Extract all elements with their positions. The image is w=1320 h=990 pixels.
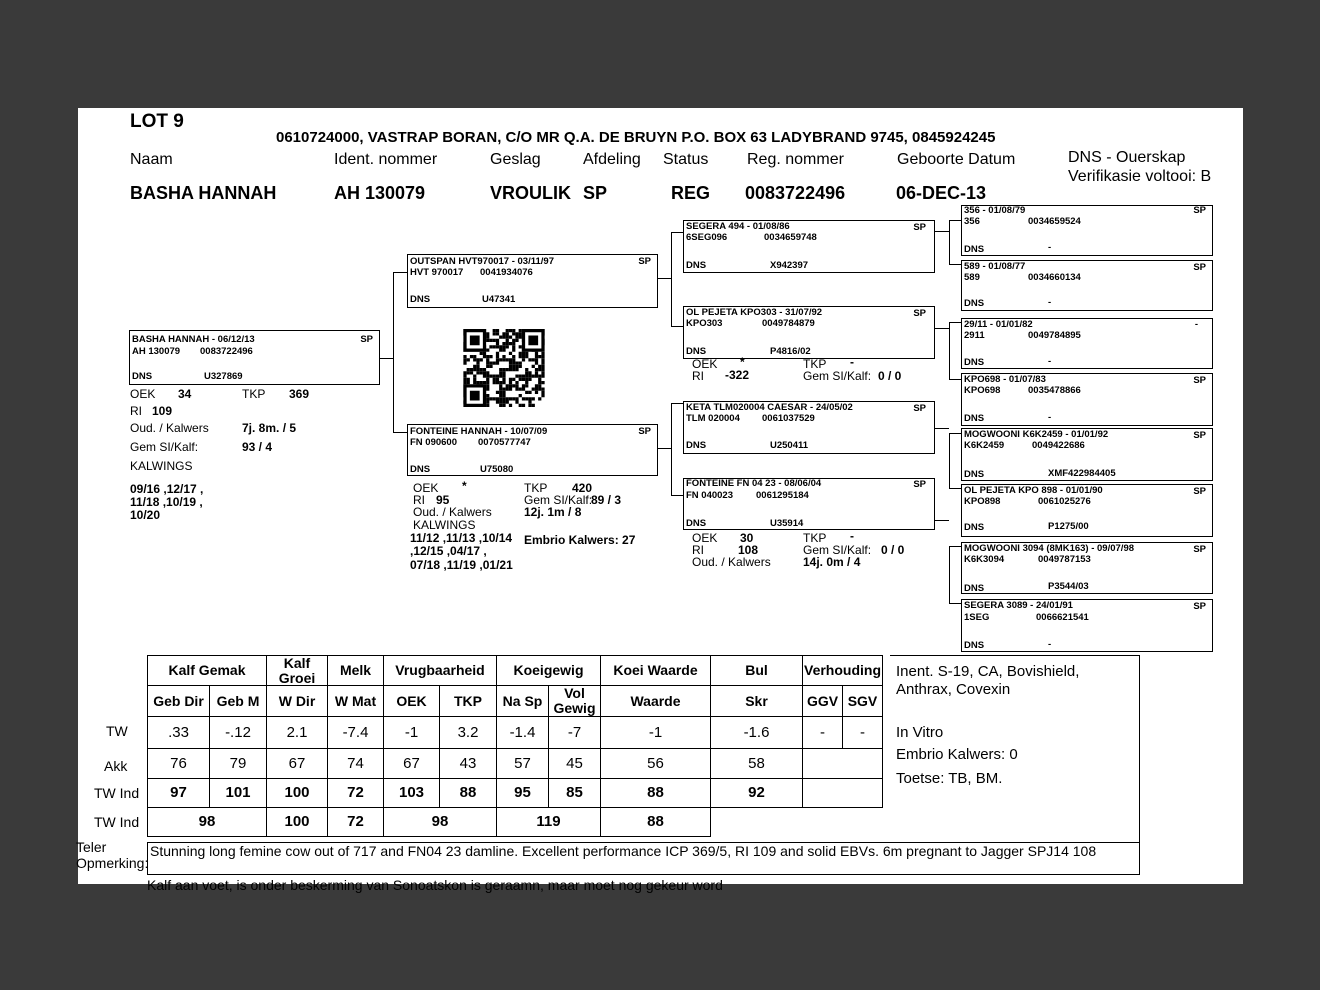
ebv-twind-row: 97 101 100 72 103 88 95 85 88 92 (148, 778, 883, 807)
subject-box: BASHA HANNAH - 06/12/13 SP AH 130079 0083722496 DNS U327869 (129, 330, 380, 385)
ebv-sub-row: Geb Dir Geb M W Dir W Mat OEK TKP Na Sp Vol Gewig Waarde Skr GGV SGV (148, 686, 883, 716)
ggp-box-6: OL PEJETA KPO 898 - 01/01/90 SP KPO898 0061025276 DNS P1275/00 (961, 484, 1213, 537)
ggp-box-8: SEGERA 3089 - 24/01/91 SP 1SEG 0066621541 DNS - (961, 599, 1213, 652)
owner-line: 0610724000, VASTRAP BORAN, C/O MR Q.A. DE BRUYN P.O. BOX 63 LADYBRAND 9745, 0845924245 (276, 129, 996, 146)
ebv-tw-row: .33 -.12 2.1 -7.4 -1 3.2 -1.4 -7 -1 -1.6 - - (148, 716, 883, 748)
row-label-twind: TW Ind (94, 785, 140, 801)
grandparent-box-4: FONTEINE FN 04 23 - 08/06/04 SP FN 040023 0061295184 DNS U35914 (683, 478, 935, 530)
header-reg: Reg. nommer (747, 151, 844, 168)
ggp-box-7: MOGWOONI 3094 (8MK163) - 09/07/98 SP K6K3094 0049787153 DNS P3544/03 (961, 542, 1213, 594)
header-verifikasie: Verifikasie voltooi: B (1068, 168, 1212, 185)
grandparent-box-1: SEGERA 494 - 01/08/86 SP 6SEG096 0034659748 DNS X942397 (683, 220, 935, 273)
remark-cut-line: Kalf aan voet, is onder beskerming van Sonoatskon is geraamn, maar moet nog gekeur word (147, 877, 723, 893)
dam-box: FONTEINE HANNAH - 10/07/09 SP FN 090600 0070577747 DNS U75080 (407, 424, 658, 476)
animal-ident: AH 130079 (334, 183, 426, 203)
sire-box: OUTSPAN HVT970017 - 03/11/97 SP HVT 970017 0041934076 DNS U47341 (407, 254, 658, 308)
header-naam: Naam (130, 151, 173, 168)
animal-name: BASHA HANNAH (130, 183, 277, 203)
qr-code (463, 329, 545, 407)
ggp-box-5: MOGWOONI K6K2459 - 01/01/92 SP K6K2459 0049422686 DNS XMF422984405 (961, 428, 1213, 481)
animal-sex: VROULIK (490, 183, 571, 203)
row-label-akk: Akk (104, 758, 128, 774)
header-geslag: Geslag (490, 151, 541, 168)
remark-box: Stunning long femine cow out of 717 and FN04 23 damline. Excellent performance ICP 369/5, RI 109 and solid EBVs. 6m pregnant to Jagger SPJ14 108 (147, 842, 1140, 875)
grandparent-box-2: OL PEJETA KPO303 - 31/07/92 SP KPO303 0049784879 DNS P4816/02 (683, 306, 935, 359)
header-ident: Ident. nommer (334, 151, 438, 168)
grandparent-box-3: KETA TLM020004 CAESAR - 24/05/02 SP TLM 020004 0061037529 DNS U250411 (683, 401, 935, 454)
ebv-table (147, 655, 883, 837)
ebv-akk-row: 76 79 67 74 67 43 57 45 56 58 (148, 748, 883, 778)
row-label-twind-2: TW Ind (94, 814, 140, 830)
pedigree-sheet: LOT 9 0610724000, VASTRAP BORAN, C/O MR Q.A. DE BRUYN P.O. BOX 63 LADYBRAND 9745, 0845924245 Naam Ident. nommer Geslag Afdeling Status Reg. nommer Geboorte Datum DNS - Ouerskap Verifikasie voltooi: B BASHA HANNAH AH 130079 VROULIK SP REG 0083722496 06-DEC-13 BASHA HANNAH - 06/12/13 SP AH 130079 0083722496 DNS U327869 OEK 34 TKP 369 RI 109 Oud. / Kalwers 7j. 8m. / 5 Gem SI/Kalf: 93 / 4 KALWINGS 09/16 ,12/17 , 11/18 ,10/19 , 10/20 OUTSPAN HVT970017 - 03/11/97 SP HVT 970017 0041934076 DNS U47341 FONTEINE HANNAH - 10/07/09 SP FN 090600 0070577747 DNS U75080 OEK * TKP 420 RI 95 Gem SI/Kalf: 89 / 3 Oud. / Kalwers 12j. 1m / 8 KALWINGS 11/12 ,11/13 ,10/14 ,12/15 ,04/17 , 07/18 ,11/19 ,01/21 Embrio Kalwers: 27 SEGERA 494 - 01/08/86 SP 6SEG096 0034659748 DNS X942397 OL PEJETA KPO303 - 31/07/92 SP KPO303 0049784879 DNS P4816/02 OEK * TKP - RI -322 Gem SI/Kalf: 0 / 0 KETA TLM020004 CAESAR - 24/05/02 SP TLM 020004 0061037529 DNS U250411 FONTEINE FN 04 23 - 08/06/04 SP FN 040023 0061295184 DNS U35914 OEK 30 TKP - RI 108 Gem SI/Kalf: 0 / 0 Oud. / Kalwers 14j. 0m / 4 356 - 01/08/79 SP 356 0034659524 DNS - 589 - 01/08/77 SP 589 0034660134 DNS - 29/11 - 01/01/82 - 2911 0049784895 DNS - KPO698 - 01/07/83 SP KPO698 0035478866 DNS - MOGWOONI K6K2459 - 01/01/92 SP K6K2459 0049422686 DNS XMF422984405 OL PEJETA KPO 898 - 01/01/90 SP KPO898 0061025276 DNS P1275/00 MOGWOONI 3094 (8MK163) - 09/07/98 SP K6K3094 0049787153 DNS P3544/03 SEGERA 3089 - 24/01/91 SP 1SEG 0066621541 DNS - TW Akk TW Ind TW Ind Kalf Gemak Kalf Groei Melk Vrugbaarheid Koeigewig Koei Waarde Bul Verhouding Geb Dir Geb M W Dir W Mat OEK TKP Na Sp Vol Gewig Waarde Skr GGV SGV .33 -.12 2.1 -7.4 -1 3.2 -1.4 -7 -1 -1.6 - - 76 79 67 74 67 43 57 45 56 58 97 101 100 72 103 88 95 85 88 92 98 100 72 98 119 88 Inent. S-19, CA, Bovishield, Anthrax, Covexin In Vitro Embrio Kalwers: 0 Toetse: TB, BM. Teler Opmerking: Stunning long femine cow out of 717 and FN04 23 damline. Excellent performance ICP 369/5, RI 109 and solid EBVs. 6m pregnant to Jagger SPJ14 108 Kalf aan voet, is onder beskerming van Sonoatskon is geraamn, maar moet nog gekeur word (78, 108, 1243, 884)
ebv-twind2-row: 98 100 72 98 119 88 (148, 807, 883, 836)
animal-dob: 06-DEC-13 (896, 183, 987, 203)
animal-reg: 0083722496 (745, 183, 846, 203)
remark-label-2: Opmerking: (76, 855, 149, 871)
ggp-box-3: 29/11 - 01/01/82 - 2911 0049784895 DNS - (961, 318, 1213, 369)
header-dns: DNS - Ouerskap (1068, 149, 1186, 166)
animal-status: REG (671, 183, 711, 203)
ggp-box-4: KPO698 - 01/07/83 SP KPO698 0035478866 DNS - (961, 373, 1213, 426)
lot-number: LOT 9 (130, 111, 184, 132)
header-afdeling: Afdeling (583, 151, 641, 168)
header-status: Status (663, 151, 709, 168)
ebv-group-row: Kalf Gemak Kalf Groei Melk Vrugbaarheid Koeigewig Koei Waarde Bul Verhouding (148, 656, 883, 686)
notes-box: Inent. S-19, CA, Bovishield, Anthrax, Covexin In Vitro Embrio Kalwers: 0 Toetse: TB, BM. (890, 655, 1140, 843)
header-geboorte: Geboorte Datum (897, 151, 1016, 168)
ggp-box-1: 356 - 01/08/79 SP 356 0034659524 DNS - (961, 205, 1213, 256)
row-label-tw: TW (106, 723, 128, 739)
animal-afdeling: SP (583, 183, 608, 203)
ggp-box-2: 589 - 01/08/77 SP 589 0034660134 DNS - (961, 260, 1213, 311)
remark-label-1: Teler (76, 839, 107, 855)
